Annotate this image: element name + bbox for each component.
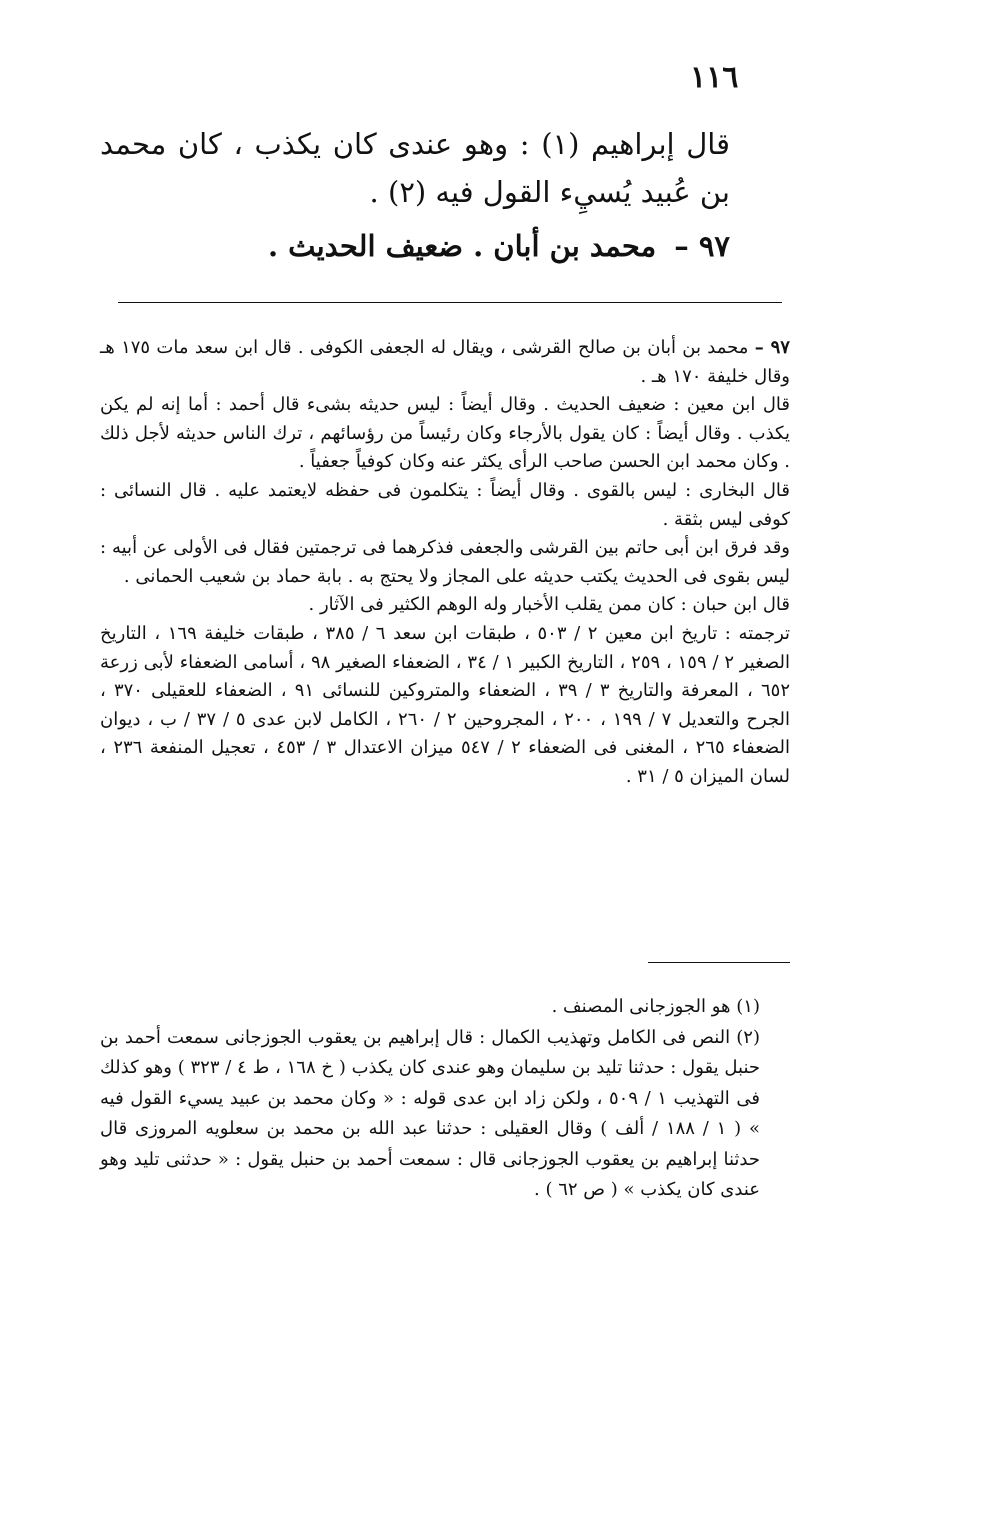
- footnotes: [100, 992, 790, 1206]
- footnote-2: (٢) النص فى الكامل وتهذيب الكمال : قال إبراهيم بن يعقوب الجوزجانى سمعت أحمد بن حنبل يقول : حدثنا تليد بن سليمان وهو عندى كان يكذب ( خ ١٦٨ ، ط ٤ / ٣٢٣ ) وهو كذلك فى التهذيب ١ / ٥٠٩ ، ولكن زاد ابن عدى قوله : « وكان محمد بن عبيد يسيء القول فيه » ( ١ / ١٨٨ / ألف ) وقال العقيلى : حدثنا عبد الله بن محمد بن سعلويه المروزى قال حدثنا إبراهيم بن يعقوب الجوزجانى قال : سمعت أحمد بن حنبل يقول : « حدثنى تليد وهو عندى كان يكذب » ( ص ٦٢ ) .: [100, 1026, 761, 1200]
- annotation-text: محمد بن أبان بن صالح القرشى ، ويقال له الجعفى الكوفى . قال ابن سعد مات ١٧٥ هـ وقال خليفة ١٧٠ هـ .: [100, 337, 790, 387]
- annotation-block: [100, 334, 790, 792]
- annotation-paragraph: قال ابن معين : ضعيف الحديث . وقال أيضاً : ليس حديثه بشىء قال أحمد : أما إنه لم يكن يكذب . وقال أيضاً : كان يقول بالأرجاء وكان رئيساً من رؤسائهم ، ترك الناس حديثه لأجل ذلك . وكان محمد ابن الحسن صاحب الرأى يكثر عنه وكان كوفياً جعفياً .: [100, 394, 790, 473]
- entry-number: ٩٧ –: [674, 229, 730, 263]
- annotation-paragraph: قال ابن حبان : كان ممن يقلب الأخبار وله الوهم الكثير فى الآثار .: [308, 594, 790, 616]
- annotation-paragraph: قال البخارى : ليس بالقوى . وقال أيضاً : يتكلمون فى حفظه لايعتمد عليه . قال النسائى : كوفى ليس بثقة .: [100, 479, 790, 530]
- footnote-separator: [648, 962, 790, 963]
- main-text: [100, 120, 730, 270]
- separator-rule: [118, 302, 782, 303]
- page-number: ١١٦: [690, 60, 739, 95]
- entry-title: محمد بن أبان . ضعيف الحديث .: [267, 229, 657, 263]
- annotation-number: ٩٧ –: [754, 337, 790, 358]
- annotation-paragraph: وقد فرق ابن أبى حاتم بين القرشى والجعفى فذكرهما فى ترجمتين فقال فى الأولى عن أبيه : ليس بقوى فى الحديث يكتب حديثه على المجاز ولا يحتج به . بابة حماد بن شعيب الحمانى .: [100, 537, 790, 587]
- annotation-references: ترجمته : تاريخ ابن معين ٢ / ٥٠٣ ، طبقات ابن سعد ٦ / ٣٨٥ ، طبقات خليفة ١٦٩ ، التاريخ الصغير ٢ / ١٥٩ ، ٢٥٩ ، التاريخ الكبير ١ / ٣٤ ، الضعفاء الصغير ٩٨ ، أسامى الضعفاء لأبى زرعة ٦٥٢ ، المعرفة والتاريخ ٣ / ٣٩ ، الضعفاء والمتروكين للنسائى ٩١ ، الضعفاء للعقيلى ٣٧٠ ، الجرح والتعديل ٧ / ١٩٩ ، ٢٠٠ ، المجروحين ٢ / ٢٦٠ ، الكامل لابن عدى ٥ / ٣٧ / ب ، ديوان الضعفاء ٢٦٥ ، المغنى فى الضعفاء ٢ / ٥٤٧ ميزان الاعتدال ٣ / ٤٥٣ ، تعجيل المنفعة ٢٣٦ ، لسان الميزان ٥ / ٣١ .: [100, 622, 791, 787]
- footnote-1: (١) هو الجوزجانى المصنف .: [551, 996, 760, 1017]
- annotation-line: [100, 334, 790, 391]
- entry-heading: [100, 222, 730, 270]
- main-paragraph: قال إبراهيم (١) : وهو عندى كان يكذب ، كان محمد بن عُبيد يُسيِء القول فيه (٢) .: [100, 127, 730, 209]
